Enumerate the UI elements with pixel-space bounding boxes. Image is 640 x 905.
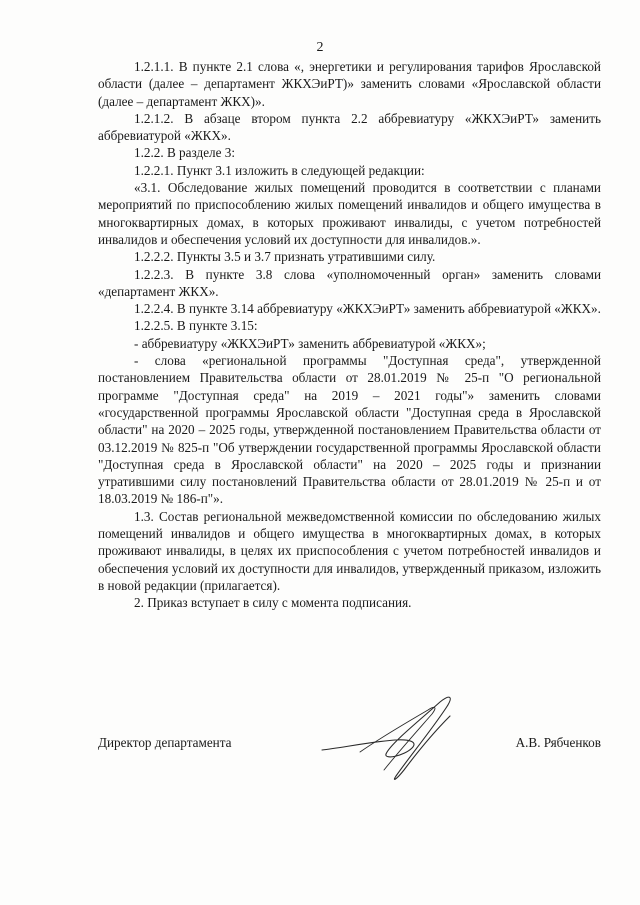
position-title: Директор департамента: [98, 735, 232, 750]
paragraph-1-2-1-2: 1.2.1.2. В абзаце втором пункта 2.2 аббревиатуру «ЖКХЭиРТ» заменить аббревиатурой «ЖКХ».: [98, 110, 601, 144]
paragraph-1-2-2-5: 1.2.2.5. В пункте 3.15:: [134, 318, 258, 334]
paragraph-1-2-2: 1.2.2. В разделе 3:: [134, 145, 236, 161]
paragraph-2: 2. Приказ вступает в силу с момента подписания.: [134, 595, 412, 611]
handwritten-signature: [300, 690, 470, 785]
paragraph-bullet-program: - слова «региональной программы "Доступная среда", утвержденной постановлением Правительства области от 28.01.2019 № 25-п "О региональной программе "Доступная среда" на 2019 – 2021 годы"» заменить словами «государственной программы Ярославской области "Доступная среда в Ярославской области" на 2020 – 2025 годы, утвержденной постановлением Правительства области от 03.12.2019 № 825-п "Об утверждении государственной программы Ярославской области "Доступная среда в Ярославской области" на 2020 – 2025 годы и признании утратившими силу постановлений Правительства области от 28.01.2019 № 25-п и от 18.03.2019 № 186-п"».: [98, 353, 601, 507]
document-body: [98, 58, 601, 612]
signatory-name: А.В. Рябченков: [515, 735, 601, 750]
paragraph-1-2-2-2: 1.2.2.2. Пункты 3.5 и 3.7 признать утратившими силу.: [134, 249, 436, 265]
paragraph-1-2-2-1: 1.2.2.1. Пункт 3.1 изложить в следующей редакции:: [134, 162, 425, 178]
paragraph-bullet-abbreviation: - аббревиатуру «ЖКХЭиРТ» заменить аббревиатурой «ЖКХ»;: [134, 335, 486, 351]
page-number: 2: [316, 40, 324, 55]
paragraph-1-2-2-4: 1.2.2.4. В пункте 3.14 аббревиатуру «ЖКХЭиРТ» заменить аббревиатурой «ЖКХ».: [134, 301, 601, 317]
paragraph-quoted-3-1: «3.1. Обследование жилых помещений проводится в соответствии с планами мероприятий по приспособлению жилых помещений инвалидов и общего имущества в многоквартирных домах, в которых проживают инвалиды, с учетом потребностей инвалидов и обеспечения условий их доступности для инвалидов.».: [98, 180, 601, 247]
paragraph-1-2-1-1: 1.2.1.1. В пункте 2.1 слова «, энергетики и регулирования тарифов Ярославской области (далее – департамент ЖКХЭиРТ)» заменить словами «Ярославской области (далее – департамент ЖКХ)».: [98, 59, 601, 109]
paragraph-1-3: 1.3. Состав региональной межведомственной комиссии по обследованию жилых помещений инвалидов и общего имущества в многоквартирных домах, в которых проживают инвалиды, в целях их приспособления с учетом потребностей инвалидов и обеспечения условий их доступности для инвалидов, утвержденный приказом, изложить в новой редакции (прилагается).: [98, 508, 601, 593]
paragraph-1-2-2-3: 1.2.2.3. В пункте 3.8 слова «уполномоченный орган» заменить словами «департамент ЖКХ».: [98, 266, 601, 299]
